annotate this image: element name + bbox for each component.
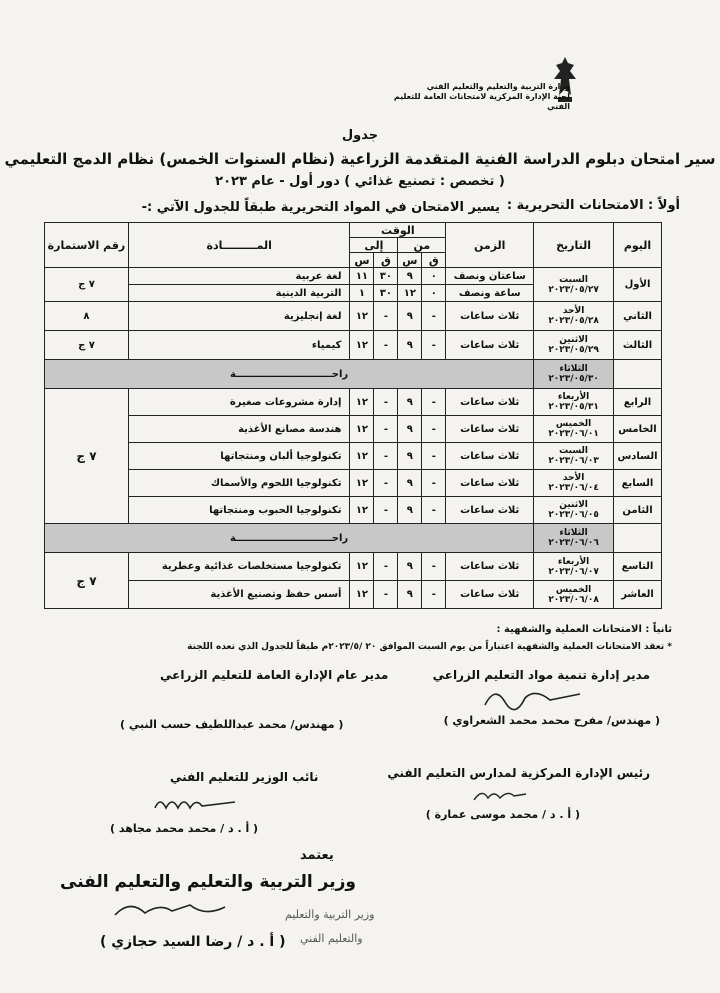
col-time: الوقت <box>350 223 446 238</box>
subject-cell: تكنولوجيا ألبان ومنتجاتها <box>128 443 350 470</box>
subject-cell: لغة إنجليزية <box>128 302 350 331</box>
from-s: ٩ <box>398 302 422 331</box>
subject-cell: أسس حفظ وتصنيع الأغذية <box>128 581 350 609</box>
col-from-q: ق <box>422 253 446 268</box>
table-row <box>45 553 662 581</box>
from-s: ٩ <box>398 497 422 524</box>
duration-cell: ثلاث ساعات <box>446 443 534 470</box>
form-cell: ٧ ج <box>45 389 129 524</box>
day-cell: الأول <box>614 268 662 302</box>
day-cell: السادس <box>614 443 662 470</box>
from-q: - <box>422 416 446 443</box>
table-row <box>45 268 662 285</box>
signature-title-2: مدير عام الإدارة العامة للتعليم الزراعي <box>160 668 389 682</box>
minister-name: ( أ . د / رضا السيد حجازي ) <box>100 934 286 950</box>
form-cell: ٧ ج <box>45 268 129 302</box>
date-cell: الأحد ٢٠٢٣/٠٥/٢٨ <box>534 302 614 331</box>
date-cell: الأربعاء ٢٠٢٣/٠٥/٣١ <box>534 389 614 416</box>
col-subject: المـــــــــادة <box>128 223 350 268</box>
day-cell: العاشر <box>614 581 662 609</box>
duration-cell: ثلاث ساعات <box>446 331 534 360</box>
col-form: رقم الاستمارة <box>45 223 129 268</box>
duration-cell: ثلاث ساعات <box>446 416 534 443</box>
signature-name-1: ( مهندس/ مفرح محمد محمد الشعراوي ) <box>443 714 660 727</box>
to-s: ١٢ <box>350 497 374 524</box>
date-cell: السبت ٢٠٢٣/٠٥/٢٧ <box>534 268 614 302</box>
date-cell: الثلاثاء ٢٠٢٣/٠٥/٣٠ <box>534 360 614 389</box>
section2-label: ثانياً : الامتحانات العملية والشفهية : <box>496 624 672 635</box>
from-q: - <box>422 389 446 416</box>
subject-cell: هندسة مصانع الأغذية <box>128 416 350 443</box>
subject-cell: إدارة مشروعات صغيرة <box>128 389 350 416</box>
to-q: - <box>374 416 398 443</box>
table-row <box>45 302 662 331</box>
to-s: ١٢ <box>350 553 374 581</box>
to-q: - <box>374 389 398 416</box>
from-q: - <box>422 443 446 470</box>
date-cell: الخميس ٢٠٢٣/٠٦/٠١ <box>534 416 614 443</box>
form-cell: ٨ <box>45 302 129 331</box>
from-s: ٩ <box>398 389 422 416</box>
subject-cell: كيمياء <box>128 331 350 360</box>
col-from-s: س <box>398 253 422 268</box>
to-s: ١٢ <box>350 470 374 497</box>
col-duration: الزمن <box>446 223 534 268</box>
exam-schedule-table <box>44 222 662 609</box>
day-cell: الثامن <box>614 497 662 524</box>
day-cell: الخامس <box>614 416 662 443</box>
section1-label: أولاً : الامتحانات التحريرية : <box>506 198 680 213</box>
duration-cell: ثلاث ساعات <box>446 389 534 416</box>
from-q: - <box>422 302 446 331</box>
date-cell: السبت ٢٠٢٣/٠٦/٠٣ <box>534 443 614 470</box>
subject-cell: لغة عربية <box>128 268 350 285</box>
duration-cell: ساعتان ونصف <box>446 268 534 285</box>
col-day: اليوم <box>614 223 662 268</box>
subject-cell: تكنولوجيا الحبوب ومنتجاتها <box>128 497 350 524</box>
from-q: - <box>422 497 446 524</box>
from-q: ٠ <box>422 285 446 302</box>
col-to-s: س <box>350 253 374 268</box>
to-q: ٣٠ <box>374 268 398 285</box>
to-s: ١٢ <box>350 581 374 609</box>
from-s: ٩ <box>398 268 422 285</box>
to-s: ١٢ <box>350 331 374 360</box>
table-row <box>45 389 662 416</box>
from-s: ٩ <box>398 581 422 609</box>
table-row <box>45 497 662 524</box>
to-q: - <box>374 470 398 497</box>
signature-name-3: ( أ . د / محمد موسى عمارة ) <box>425 808 580 821</box>
duration-cell: ثلاث ساعات <box>446 302 534 331</box>
handwritten-signature-4 <box>150 790 240 816</box>
duration-cell: ثلاث ساعات <box>446 581 534 609</box>
form-cell: ٧ ج <box>45 553 129 609</box>
to-q: - <box>374 302 398 331</box>
to-s: ١ <box>350 285 374 302</box>
table-row <box>45 443 662 470</box>
table-row <box>45 331 662 360</box>
rest-row <box>45 360 662 389</box>
approval-label: يعتمد <box>300 848 334 863</box>
duration-cell: ثلاث ساعات <box>446 497 534 524</box>
day-cell: الثالث <box>614 331 662 360</box>
day-cell: الرابع <box>614 389 662 416</box>
signature-name-4: ( أ . د / محمد محمد مجاهد ) <box>110 822 259 835</box>
to-q: - <box>374 443 398 470</box>
table-row <box>45 581 662 609</box>
date-cell: الثلاثاء ٢٠٢٣/٠٦/٠٦ <box>534 524 614 553</box>
from-s: ٩ <box>398 553 422 581</box>
date-cell: الأحد ٢٠٢٣/٠٦/٠٤ <box>534 470 614 497</box>
signature-title-3: رئيس الإدارة المركزية لمدارس التعليم الفني <box>387 766 650 780</box>
form-cell: ٧ ج <box>45 331 129 360</box>
date-cell: الاثنين ٢٠٢٣/٠٥/٢٩ <box>534 331 614 360</box>
minister-title: وزير التربية والتعليم والتعليم الفنى <box>60 872 356 892</box>
from-s: ٩ <box>398 331 422 360</box>
to-s: ١٢ <box>350 443 374 470</box>
table-row <box>45 416 662 443</box>
to-q: ٣٠ <box>374 285 398 302</box>
duration-cell: ثلاث ساعات <box>446 470 534 497</box>
to-q: - <box>374 331 398 360</box>
col-to-q: ق <box>374 253 398 268</box>
from-q: - <box>422 581 446 609</box>
header-row <box>45 223 662 238</box>
specialization-title: ( تخصص : تصنيع غذائي ) دور أول - عام ٢٠٢٣ <box>215 174 505 189</box>
date-cell: الاثنين ٢٠٢٣/٠٦/٠٥ <box>534 497 614 524</box>
col-from: من <box>398 238 446 253</box>
section1-text: يسير الامتحان في المواد التحريرية طبقاً للجدول الآتي :- <box>141 200 500 215</box>
from-s: ٩ <box>398 470 422 497</box>
ministry-name: وزارة التربية والتعليم والتعليم الفني <box>426 82 570 91</box>
duration-cell: ثلاث ساعات <box>446 553 534 581</box>
to-s: ١١ <box>350 268 374 285</box>
signature-name-2: ( مهندس/ محمد عبداللطيف حسب النبي ) <box>120 718 344 731</box>
day-cell: التاسع <box>614 553 662 581</box>
subject-cell: تكنولوجيا اللحوم والأسماك <box>128 470 350 497</box>
from-s: ٩ <box>398 416 422 443</box>
from-s: ١٢ <box>398 285 422 302</box>
handwritten-signature-1 <box>480 680 590 714</box>
to-q: - <box>374 581 398 609</box>
date-cell: الخميس ٢٠٢٣/٠٦/٠٨ <box>534 581 614 609</box>
rest-label: راحــــــــــــــــــــــــــــة <box>45 524 534 553</box>
signature-title-1: مدير إدارة تنمية مواد التعليم الزراعي <box>432 668 650 682</box>
subject-cell: التربية الدينية <box>128 285 350 302</box>
from-q: - <box>422 331 446 360</box>
day-cell: الثاني <box>614 302 662 331</box>
to-s: ١٢ <box>350 416 374 443</box>
date-cell: الأربعاء ٢٠٢٣/٠٦/٠٧ <box>534 553 614 581</box>
rest-label: راحــــــــــــــــــــــــــــة <box>45 360 534 389</box>
table-row <box>45 470 662 497</box>
main-title: سير امتحان دبلوم الدراسة الفنية المتقدمة الزراعية (نظام السنوات الخمس) نظام الدمج التعليمي <box>4 150 716 168</box>
handwritten-signature-minister <box>110 895 230 925</box>
from-q: ٠ <box>422 268 446 285</box>
col-date: التاريخ <box>534 223 614 268</box>
to-s: ١٢ <box>350 302 374 331</box>
svg-text:وزير التربية والتعليم: وزير التربية والتعليم <box>285 908 375 921</box>
to-q: - <box>374 497 398 524</box>
ministry-stamp <box>280 900 410 950</box>
day-cell: السابع <box>614 470 662 497</box>
col-to: إلى <box>350 238 398 253</box>
from-s: ٩ <box>398 443 422 470</box>
handwritten-signature-3 <box>470 784 530 808</box>
to-s: ١٢ <box>350 389 374 416</box>
svg-text:والتعليم الفني: والتعليم الفني <box>300 932 363 945</box>
signature-title-4: نائب الوزير للتعليم الفني <box>170 770 319 784</box>
committee-name: لجنة الإدارة المركزية لامتحانات العامة للتعليم الفني <box>393 92 570 111</box>
subject-cell: تكنولوجيا مستخلصات غذائية وعطرية <box>128 553 350 581</box>
org-header <box>390 82 570 112</box>
duration-cell: ساعة ونصف <box>446 285 534 302</box>
table-word: جدول <box>341 128 379 143</box>
rest-row <box>45 524 662 553</box>
to-q: - <box>374 553 398 581</box>
section2-note: * تعقد الامتحانات العملية والشفهية اعتباراً من يوم السبت الموافق ٢٠ /٢٠٢٣/٥م طبقاً للجدول الذي تعده اللجنة <box>187 642 672 652</box>
from-q: - <box>422 470 446 497</box>
from-q: - <box>422 553 446 581</box>
